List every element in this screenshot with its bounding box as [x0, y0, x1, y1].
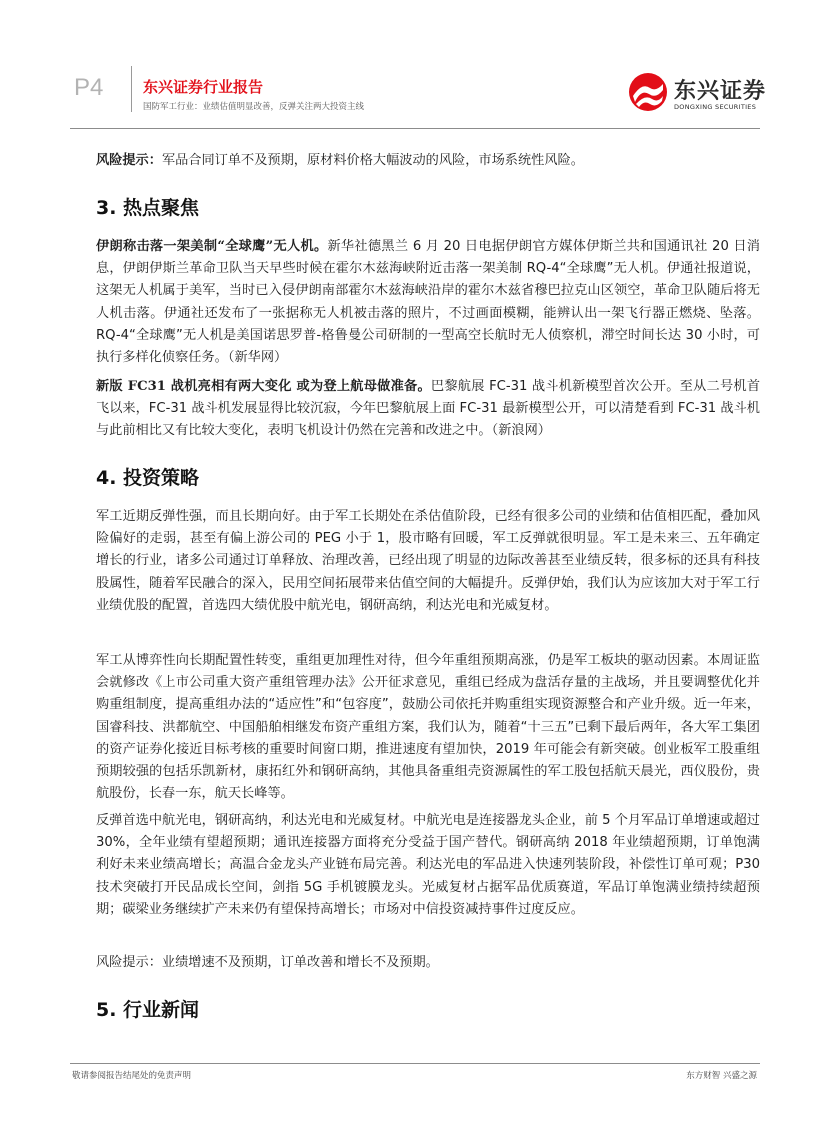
footer-slogan: 东方财智 兴盛之源	[686, 1071, 757, 1081]
page-number: P4	[74, 74, 104, 101]
strategy-paragraph-2	[96, 650, 760, 805]
footer-rule	[70, 1063, 760, 1064]
report-title: 东兴证券行业报告	[143, 78, 264, 96]
strategy-paragraph-3-text: 反弹首选中航光电，钢研高纳，利达光电和光威复材。中航光电是连接器龙头企业，前 5 个月军品订单增速或超过 30%，全年业绩有望超预期；通讯连接器方面将充分受益于国产替代。钢研高纳 2018 年业绩超预期，订单饱满利好未来业绩高增长；高温合金龙头产业链布局完善。利达光电的军品进入快速列装阶段，补偿性订单可观；P30 技术突破打开民品成长空间，剑指 5G 手机镀膜龙头。光威复材占据军品优质赛道，军品订单饱满业绩持续超预期；碳梁业务继续扩产未来仍有望保持高增长；市场对中信投资减持事件过度反应。	[96, 813, 760, 917]
hotspot-item-1-text	[96, 236, 760, 369]
hotspot-item-2-text	[96, 376, 760, 443]
section-3-title: 3. 热点聚焦	[96, 197, 200, 219]
strategy-paragraph-2-text: 军工从博弈性向长期配置性转变，重组更加理性对待，但今年重组预期高涨，仍是军工板块的驱动因素。本周证监会就修改《上市公司重大资产重组管理办法》公开征求意见，重组已经成为盘活存量的主战场，并且要调整优化并购重组制度，提高重组办法的“适应性”和“包容度”，鼓励公司依托并购重组实现资源整合和产业升级。近一年来，国睿科技、洪都航空、中国船舶相继发布资产重组方案，我们认为，随着“十三五”已剩下最后两年，各大军工集团的资产证券化接近目标考核的重要时间窗口期，推进速度有望加快，2019 年可能会有新突破。创业板军工股重组预期较强的包括乐凯新材，康拓红外和钢研高纳，其他具备重组壳资源属性的军工股包括航天晨光，西仪股份，贵航股份，长春一东，航天长峰等。	[96, 653, 760, 802]
strategy-paragraph-1-text: 军工近期反弹性强，而且长期向好。由于军工长期处在杀估值阶段，已经有很多公司的业绩和估值相匹配，叠加风险偏好的走弱，甚至有偏上游公司的 PEG 小于 1，股市略有回暖，军工反弹就很明显。军工是未来三、五年确定增长的行业，诸多公司通过订单释放、治理改善，已经出现了明显的边际改善甚至业绩反转，很多标的还具有科技股属性，随着军民融合的深入，民用空间拓展带来估值空间的大幅提升。反弹伊始，我们认为应该加大对于军工行业绩优股的配置，首选四大绩优股中航光电，钢研高纳，利达光电和光威复材。	[96, 509, 760, 613]
risk-note-text: 军品合同订单不及预期，原材料价格大幅波动的风险，市场系统性风险。	[161, 153, 584, 168]
section-5-title: 5. 行业新闻	[96, 999, 200, 1021]
risk-note-block	[96, 150, 760, 172]
header-divider	[131, 66, 132, 112]
hotspot-item-1-headline: 伊朗称击落一架美制“全球鹰”无人机。	[96, 239, 328, 254]
hotspot-item-1-body: 新华社德黑兰 6 月 20 日电据伊朗官方媒体伊斯兰共和国通讯社 20 日消息，伊朗伊斯兰革命卫队当天早些时候在霍尔木兹海峡附近击落一架美制 RQ-4“全球鹰”无人机。伊通社报道说，这架无人机属于美军，当时已入侵伊朗南部霍尔木兹海峡沿岸的霍尔木兹省穆巴拉克山区领空，革命卫队随后将无人机击落。伊通社还发布了一张据称无人机被击落的照片，不过画面模糊，能辨认出一架飞行器正燃烧、坠落。RQ-4“全球鹰”无人机是美国诺思罗普-格鲁曼公司研制的一型高空长航时无人侦察机，滞空时间长达 30 小时，可执行多样化侦察任务。（新华网）	[96, 239, 760, 366]
header-rule	[70, 128, 760, 129]
logo-text-en: DONGXING SECURITIES	[674, 103, 757, 111]
strategy-paragraph-3	[96, 810, 760, 921]
strategy-paragraph-1	[96, 506, 760, 617]
strategy-risk-note	[96, 952, 760, 974]
logo-emblem-icon	[628, 72, 668, 112]
logo-text-cn: 东兴证券	[674, 79, 767, 104]
company-logo	[628, 72, 767, 116]
risk-note	[96, 150, 760, 172]
risk-note-label: 风险提示：	[96, 153, 162, 168]
hotspot-item-1	[96, 236, 760, 369]
hotspot-item-2	[96, 376, 760, 443]
section-4-title: 4. 投资策略	[96, 467, 200, 489]
page-header	[0, 0, 827, 130]
report-subtitle: 国防军工行业：业绩估值明显改善，反弹关注两大投资主线	[143, 102, 365, 112]
hotspot-item-2-headline: 新版 FC31 战机亮相有两大变化 或为登上航母做准备。	[96, 379, 431, 394]
hotspot-item-2-body: 巴黎航展 FC-31 战斗机新模型首次公开。至从二号机首飞以来，FC-31 战斗机发展显得比较沉寂，今年巴黎航展上面 FC-31 最新模型公开，可以清楚看到 FC-31 战斗机与此前相比又有比较大变化，表明飞机设计仍然在完善和改进之中。（新浪网）	[96, 379, 761, 439]
strategy-risk-note-text: 风险提示：业绩增速不及预期，订单改善和增长不及预期。	[96, 955, 439, 970]
footer-disclaimer: 敬请参阅报告结尾处的免责声明	[72, 1071, 192, 1081]
